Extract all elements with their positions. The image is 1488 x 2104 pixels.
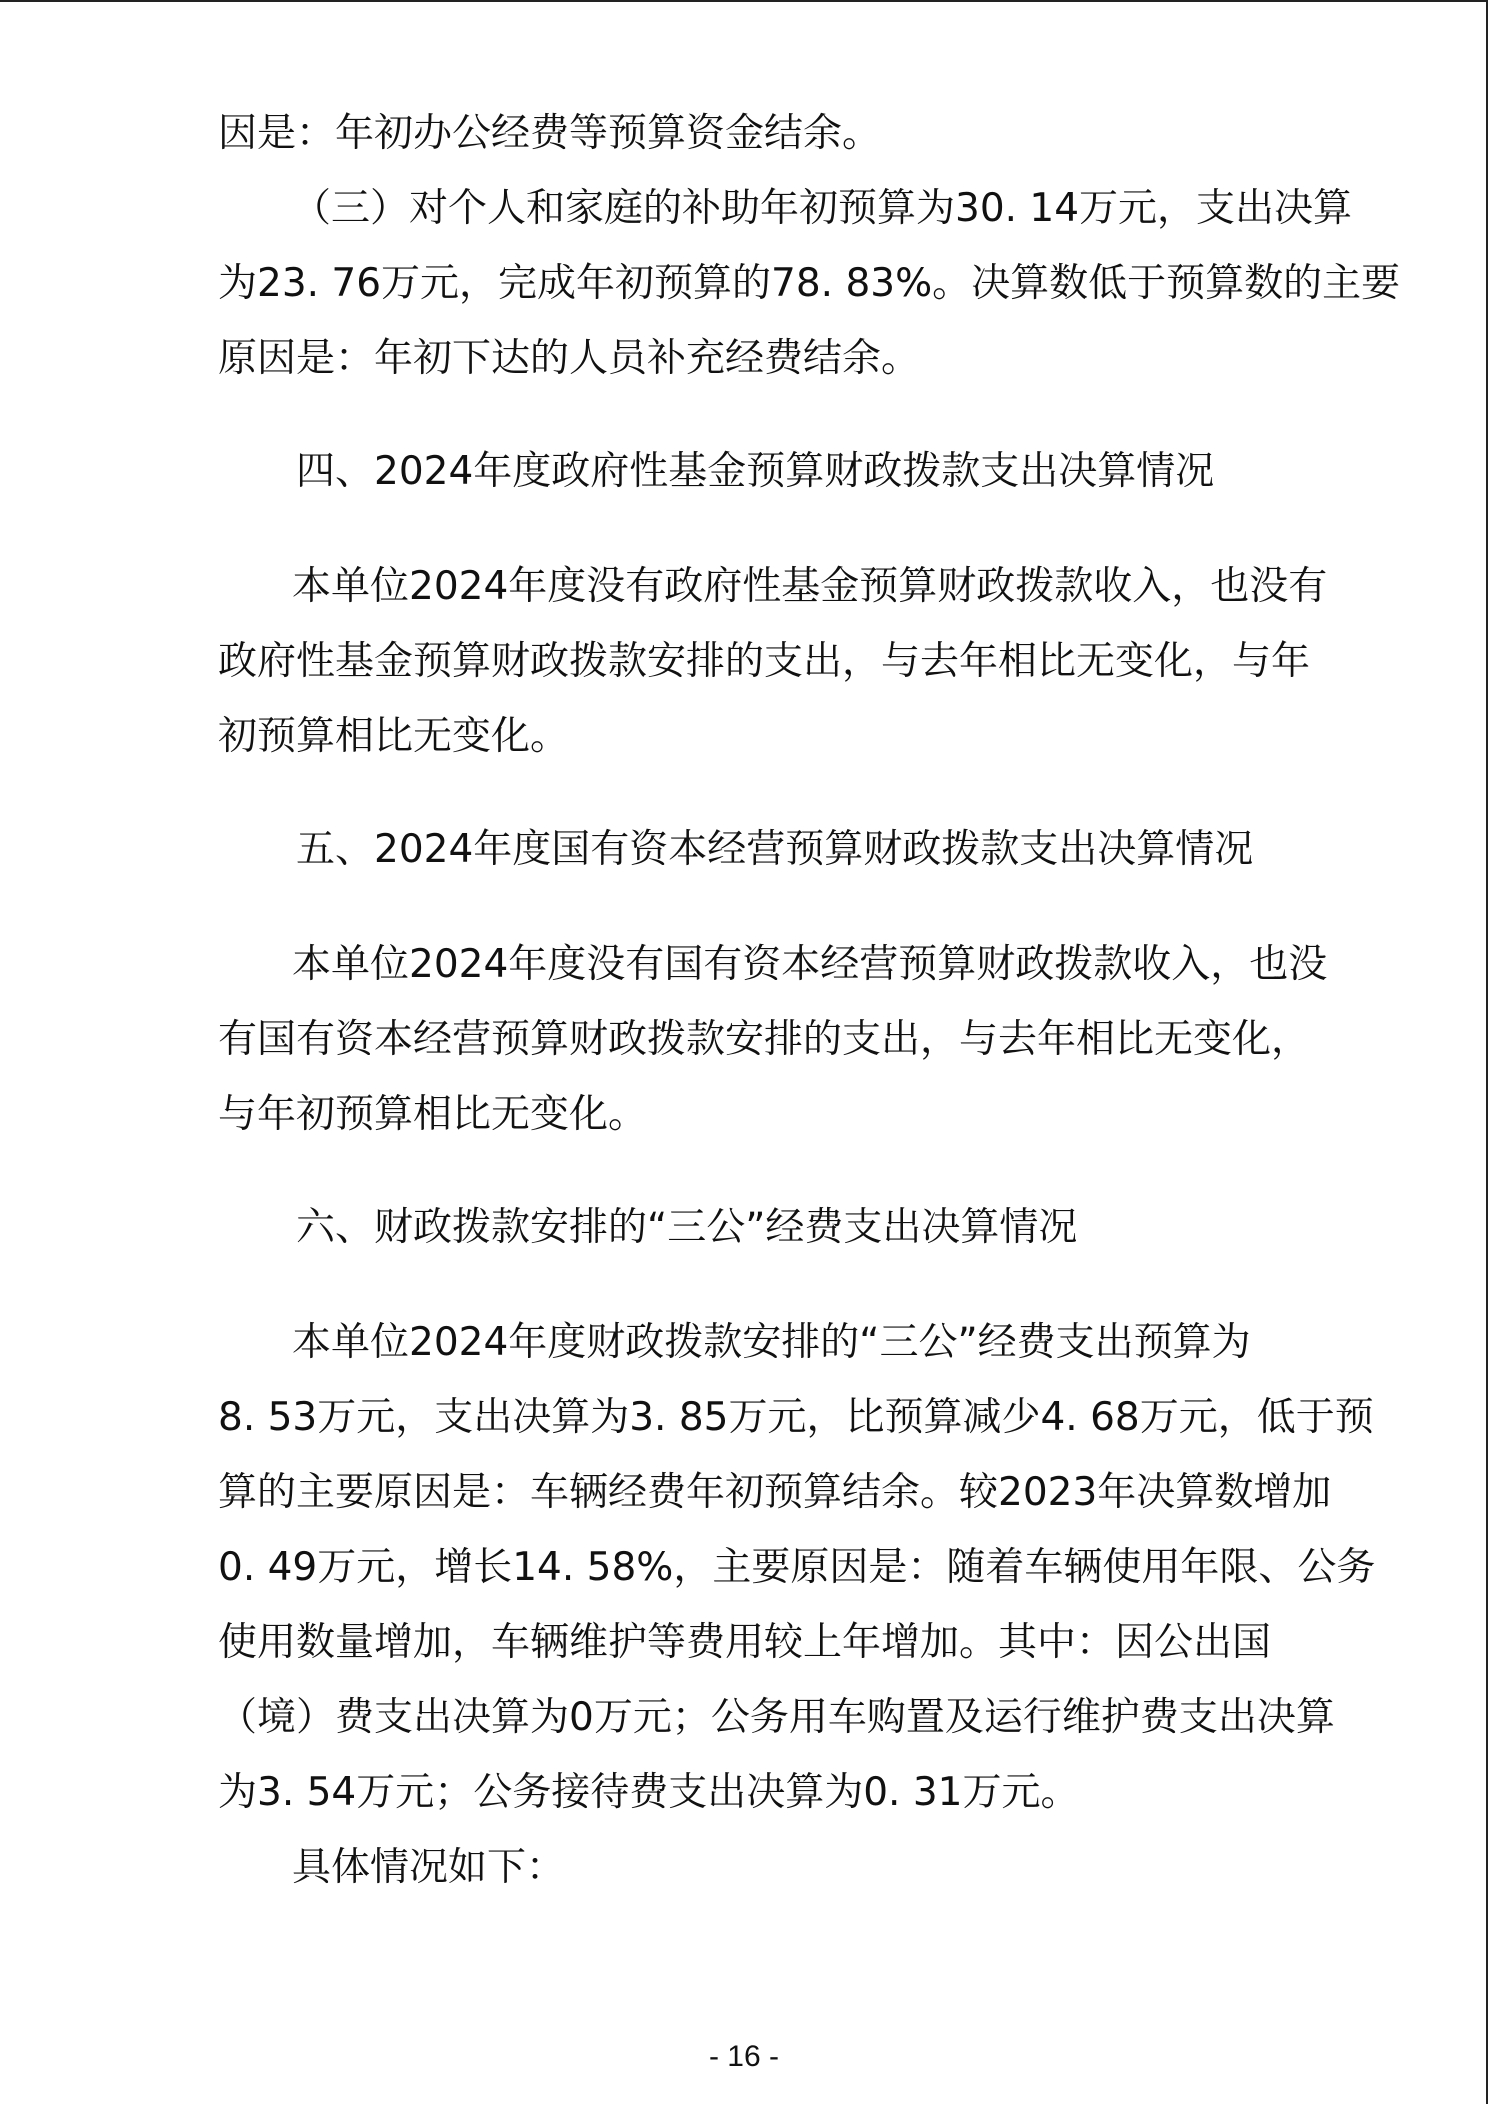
spacer xyxy=(218,1265,1288,1305)
section-heading-5: 五、2024年度国有资本经营预算财政拨款支出决算情况 xyxy=(296,827,1254,872)
paragraph-line: 因是：年初办公经费等预算资金结余。 xyxy=(218,111,882,156)
paragraph-line: 原因是：年初下达的人员补充经费结余。 xyxy=(218,336,921,381)
paragraph-line: 本单位2024年度没有政府性基金预算财政拨款收入，也没有 xyxy=(292,564,1328,609)
spacer xyxy=(218,396,1288,434)
paragraph-line: 具体情况如下： xyxy=(292,1845,566,1890)
paragraph-line: 与年初预算相比无变化。 xyxy=(218,1092,648,1137)
paragraph-line: （境）费支出决算为0万元；公务用车购置及运行维护费支出决算 xyxy=(218,1695,1335,1740)
page-number: - 16 - xyxy=(708,2040,780,2073)
spacer xyxy=(218,1152,1288,1190)
paragraph-line: 初预算相比无变化。 xyxy=(218,714,570,759)
section-heading-6: 六、财政拨款安排的“三公”经费支出决算情况 xyxy=(296,1205,1078,1250)
spacer xyxy=(218,887,1288,927)
paragraph-line: 为23. 76万元，完成年初预算的78. 83%。决算数低于预算数的主要 xyxy=(218,261,1401,306)
page-border-top xyxy=(0,0,1488,2)
paragraph-line: 使用数量增加，车辆维护等费用较上年增加。其中：因公出国 xyxy=(218,1620,1272,1665)
paragraph-line: 本单位2024年度没有国有资本经营预算财政拨款收入，也没 xyxy=(292,942,1328,987)
paragraph-line: 0. 49万元，增长14. 58%，主要原因是：随着车辆使用年限、公务 xyxy=(218,1545,1376,1590)
paragraph-line: 有国有资本经营预算财政拨款安排的支出，与去年相比无变化， xyxy=(218,1017,1311,1062)
spacer xyxy=(218,774,1288,812)
paragraph-line: 8. 53万元，支出决算为3. 85万元，比预算减少4. 68万元，低于预 xyxy=(218,1395,1374,1440)
section-heading-4: 四、2024年度政府性基金预算财政拨款支出决算情况 xyxy=(296,449,1215,494)
paragraph-line: （三）对个人和家庭的补助年初预算为30. 14万元，支出决算 xyxy=(292,186,1353,231)
spacer xyxy=(218,509,1288,549)
document-body xyxy=(218,96,1401,1905)
paragraph-line: 本单位2024年度财政拨款安排的“三公”经费支出预算为 xyxy=(292,1320,1251,1365)
paragraph-line: 算的主要原因是：车辆经费年初预算结余。较2023年决算数增加 xyxy=(218,1470,1332,1515)
paragraph-line: 为3. 54万元；公务接待费支出决算为0. 31万元。 xyxy=(218,1770,1080,1815)
paragraph-line: 政府性基金预算财政拨款安排的支出，与去年相比无变化，与年 xyxy=(218,639,1311,684)
